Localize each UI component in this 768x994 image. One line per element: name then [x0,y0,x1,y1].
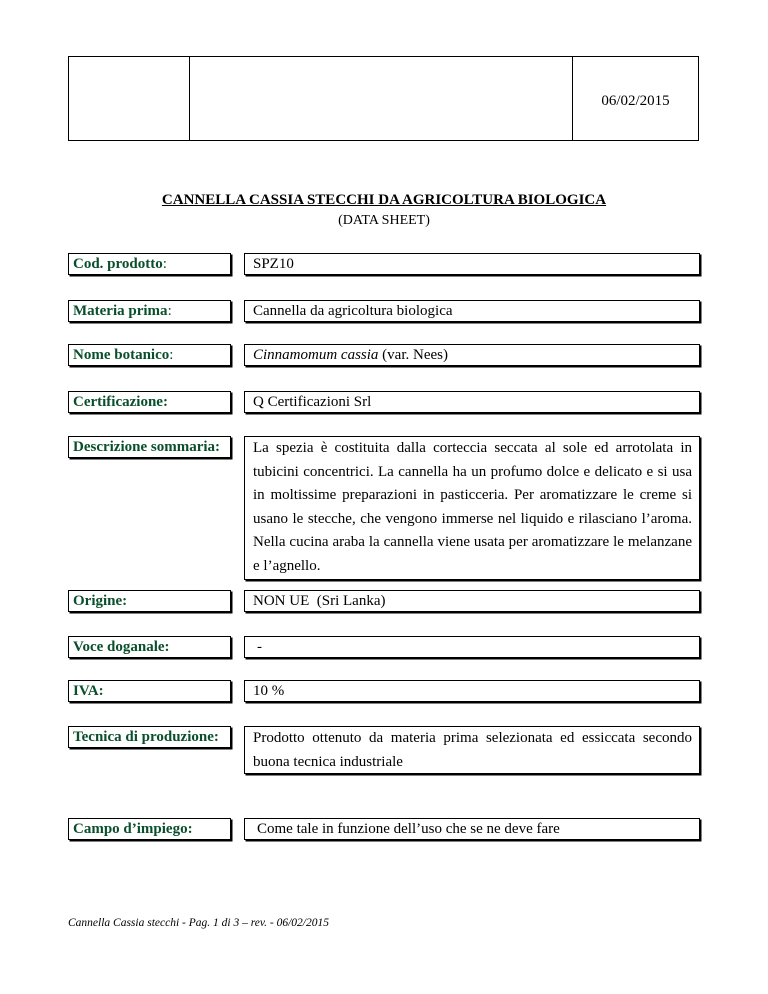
label-text: Tecnica di produzione: [73,729,219,745]
label-colon: : [162,255,167,272]
document-subtitle: (DATA SHEET) [338,213,430,228]
label-text: Descrizione sommaria: [73,439,221,455]
label-nome-botanico [68,344,231,366]
value-text: SPZ10 [253,255,294,272]
page-footer: Cannella Cassia stecchi - Pag. 1 di 3 – rev. - 06/02/2015 [68,917,329,929]
label-campo [68,818,231,840]
document-title: CANNELLA CASSIA STECCHI DA AGRICOLTURA BIOLOGICA [161,192,607,208]
label-text: Nome botanico [73,346,170,363]
value-certificazione [244,391,700,413]
value-campo [244,818,700,840]
header-table [68,56,699,141]
value-voce-doganale [244,636,700,658]
label-text: Materia prima [73,302,168,319]
value-cod-prodotto [244,253,700,275]
botanical-variety: (var. Nees) [378,346,448,363]
header-logo-cell [69,57,190,140]
value-text: Q Certificazioni Srl [253,393,372,410]
label-tecnica [68,726,231,748]
value-text: Come tale in funzione dell’uso che se ne deve fare [257,820,560,837]
value-text: 10 % [253,682,285,699]
label-iva [68,680,231,702]
production-text: Prodotto ottenuto da materia prima selezionata ed essiccata secondo buona tecnica industriale [253,730,692,770]
label-colon: : [169,346,174,363]
label-voce-doganale [68,636,231,658]
header-date-cell [573,57,698,140]
label-colon: : [167,302,172,319]
label-descrizione [68,436,231,458]
label-text: IVA: [73,682,104,699]
label-text: Certificazione: [73,393,168,410]
description-text: La spezia è costituita dalla corteccia seccata al sole ed arrotolata in tubicini concentrici. La cannella ha un profumo dolce e delicato e si usa in moltissime preparazioni in pasticceria. Per aromatizzare le creme si usano le stecche, che vengono immerse nel liquido e rilasciano l’aroma. Nella cucina araba la cannella viene usata per aromatizzare le melanzane e l’agnello. [253,440,692,574]
value-nome-botanico [244,344,700,366]
value-descrizione [244,436,700,580]
value-materia-prima [244,300,700,322]
document-date: 06/02/2015 [601,93,670,109]
value-text: Cannella da agricoltura biologica [253,302,453,319]
value-tecnica [244,726,700,774]
label-text: Voce doganale: [73,638,170,655]
label-cod-prodotto [68,253,231,275]
label-text: Origine: [73,592,128,609]
label-materia-prima [68,300,231,322]
value-iva [244,680,700,702]
label-origine [68,590,231,612]
value-text: - [257,638,262,655]
value-text: NON UE (Sri Lanka) [253,592,386,609]
label-text: Cod. prodotto [73,255,163,272]
value-origine [244,590,700,612]
label-certificazione [68,391,231,413]
header-title-cell [190,57,573,140]
label-text: Campo d’impiego: [73,820,193,837]
botanical-name: Cinnamomum cassia [253,346,379,363]
